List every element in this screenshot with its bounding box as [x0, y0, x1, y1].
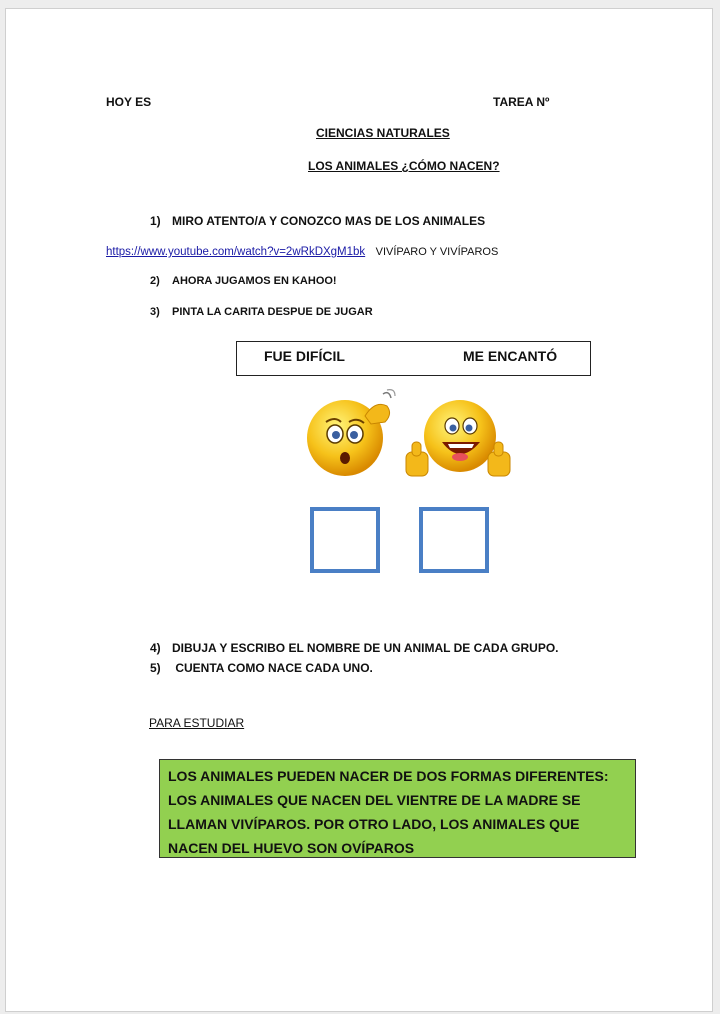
step-5 [150, 661, 373, 675]
step-text: DIBUJA Y ESCRIBO EL NOMBRE DE UN ANIMAL DE CADA GRUPO. [172, 641, 559, 655]
date-label: HOY ES [106, 95, 152, 109]
step-number: 1) [150, 214, 161, 228]
step-number: 2) [150, 275, 160, 287]
step-text: CUENTA COMO NACE CADA UNO. [172, 661, 373, 675]
study-label: PARA ESTUDIAR [149, 716, 245, 730]
rating-box-hard[interactable] [310, 507, 380, 573]
video-caption: VIVÍPARO Y VIVÍPAROS [375, 246, 499, 258]
task-number-label: TAREA Nº [493, 95, 550, 109]
rating-box-loved[interactable] [419, 507, 489, 573]
study-summary-box: LOS ANIMALES PUEDEN NACER DE DOS FORMAS DIFERENTES: LOS ANIMALES QUE NACEN DEL VIENTRE DE LA MADRE SE LLAMAN VIVÍPAROS. POR OTRO LADO, LOS ANIMALES QUE NACEN DEL HUEVO SON OVÍPAROS [159, 759, 636, 858]
step-text: AHORA JUGAMOS EN KAHOO! [172, 275, 337, 287]
step-3 [150, 306, 373, 318]
option-loved-label: ME ENCANTÓ [463, 348, 558, 364]
option-hard-label: FUE DIFÍCIL [264, 348, 345, 364]
step-1 [150, 214, 485, 228]
step-4 [150, 641, 558, 655]
confused-face-icon [303, 386, 403, 482]
video-line [106, 242, 498, 260]
step-text: MIRO ATENTO/A Y CONOZCO MAS DE LOS ANIMALES [172, 214, 486, 228]
video-link[interactable]: https://www.youtube.com/watch?v=2wRkDXgM1bk [106, 246, 366, 258]
subject-title: CIENCIAS NATURALES [316, 126, 450, 140]
step-number: 4) [150, 641, 161, 655]
topic-title: LOS ANIMALES ¿CÓMO NACEN? [308, 159, 500, 173]
step-text: PINTA LA CARITA DESPUE DE JUGAR [172, 306, 373, 318]
step-number: 3) [150, 306, 160, 318]
step-2 [150, 275, 337, 287]
happy-thumbs-up-face-icon [402, 396, 514, 488]
step-number: 5) [150, 661, 161, 675]
rating-table [236, 341, 591, 376]
